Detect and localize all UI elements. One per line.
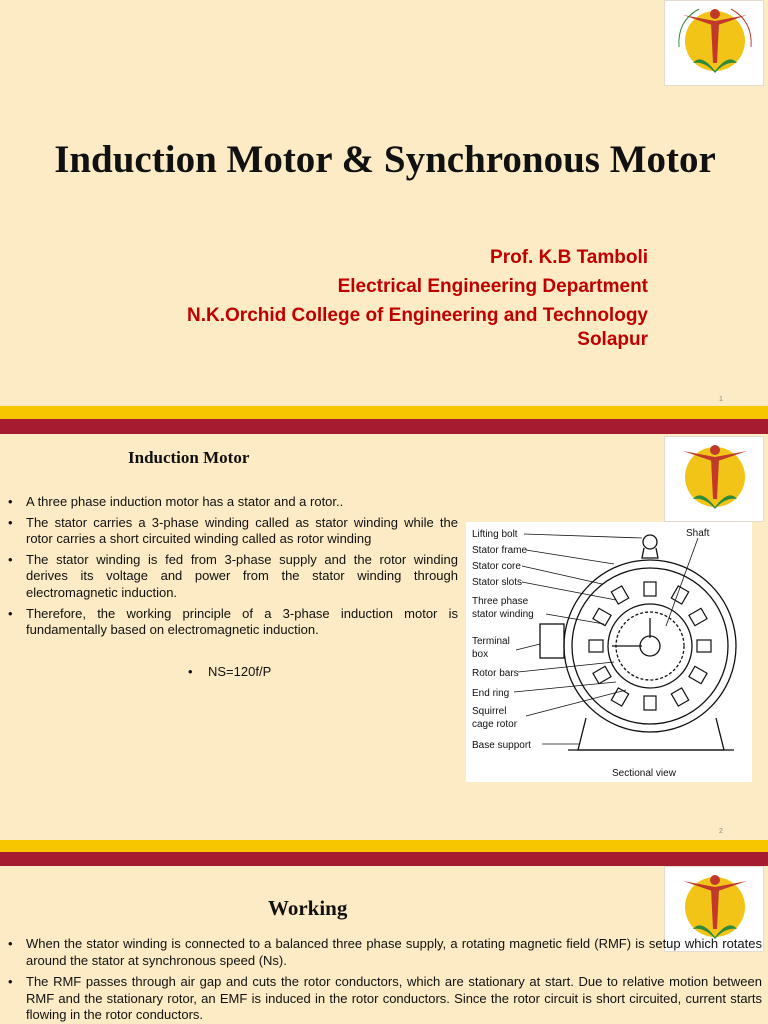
label-shaft: Shaft bbox=[686, 528, 710, 539]
presentation-title: Induction Motor & Synchronous Motor bbox=[54, 138, 716, 181]
college-name: N.K.Orchid College of Engineering and Technology bbox=[187, 305, 648, 326]
label-stator-frame: Stator frame bbox=[472, 545, 528, 556]
bullet-item: • The stator winding is fed from 3-phase supply and the rotor winding derives its voltage and power from the stator winding through electromagnetic induction. bbox=[6, 552, 458, 602]
label-lifting-bolt: Lifting bolt bbox=[472, 529, 518, 540]
page-number: 1 bbox=[719, 396, 723, 403]
title-slide bbox=[0, 0, 768, 406]
label-cage-rotor: cage rotor bbox=[472, 719, 518, 730]
college-city: Solapur bbox=[577, 329, 648, 350]
label-end-ring: End ring bbox=[472, 688, 510, 699]
bullet-item: • When the stator winding is connected to a balanced three phase supply, a rotating magnetic field (RMF) is setup which rotates around the stator at synchronous speed (Ns). bbox=[6, 936, 762, 969]
figure-caption: Sectional view bbox=[612, 768, 676, 779]
label-stator-slots: Stator slots bbox=[472, 577, 523, 588]
divider-band-yellow bbox=[0, 840, 768, 852]
bullet-list bbox=[6, 494, 458, 639]
divider-band-yellow bbox=[0, 406, 768, 419]
induction-motor-slide bbox=[0, 434, 768, 840]
divider-band-red bbox=[0, 419, 768, 434]
label-squirrel: Squirrel bbox=[472, 706, 507, 717]
slide-heading: Working bbox=[268, 896, 348, 920]
department-name: Electrical Engineering Department bbox=[337, 276, 648, 297]
bullet-item: • Therefore, the working principle of a 3-phase induction motor is fundamentally based on electromagnetic induction. bbox=[6, 606, 458, 639]
bullet-item: • The stator carries a 3-phase winding called as stator winding while the rotor carries a short circuited winding called as rotor winding bbox=[6, 515, 458, 548]
author-name: Prof. K.B Tamboli bbox=[490, 247, 648, 268]
college-logo bbox=[664, 0, 764, 86]
label-terminal: Terminal bbox=[472, 636, 510, 647]
college-logo bbox=[664, 436, 764, 522]
label-base-support: Base support bbox=[472, 740, 531, 751]
label-stator-winding: stator winding bbox=[472, 609, 534, 620]
working-slide bbox=[0, 866, 768, 1024]
motor-diagram bbox=[466, 522, 752, 782]
page-number: 2 bbox=[719, 828, 723, 835]
divider-band-red bbox=[0, 852, 768, 866]
bullet-list bbox=[6, 936, 762, 1024]
formula-list bbox=[186, 664, 386, 681]
bullet-item: • The RMF passes through air gap and cuts the rotor conductors, which are stationary at start. Due to relative motion between RMF and the stationary rotor, an EMF is induced in the rotor conductors. Since the rotor circuit is short circuited, current starts flowing in the rotor conductors. bbox=[6, 974, 762, 1024]
bullet-item: • A three phase induction motor has a stator and a rotor.. bbox=[6, 494, 458, 511]
slide-heading: Induction Motor bbox=[128, 448, 250, 467]
speed-formula: • NS=120f/P bbox=[186, 664, 386, 681]
label-rotor-bars: Rotor bars bbox=[472, 668, 519, 679]
label-three-phase: Three phase bbox=[472, 596, 529, 607]
label-box: box bbox=[472, 649, 489, 660]
label-stator-core: Stator core bbox=[472, 561, 521, 572]
